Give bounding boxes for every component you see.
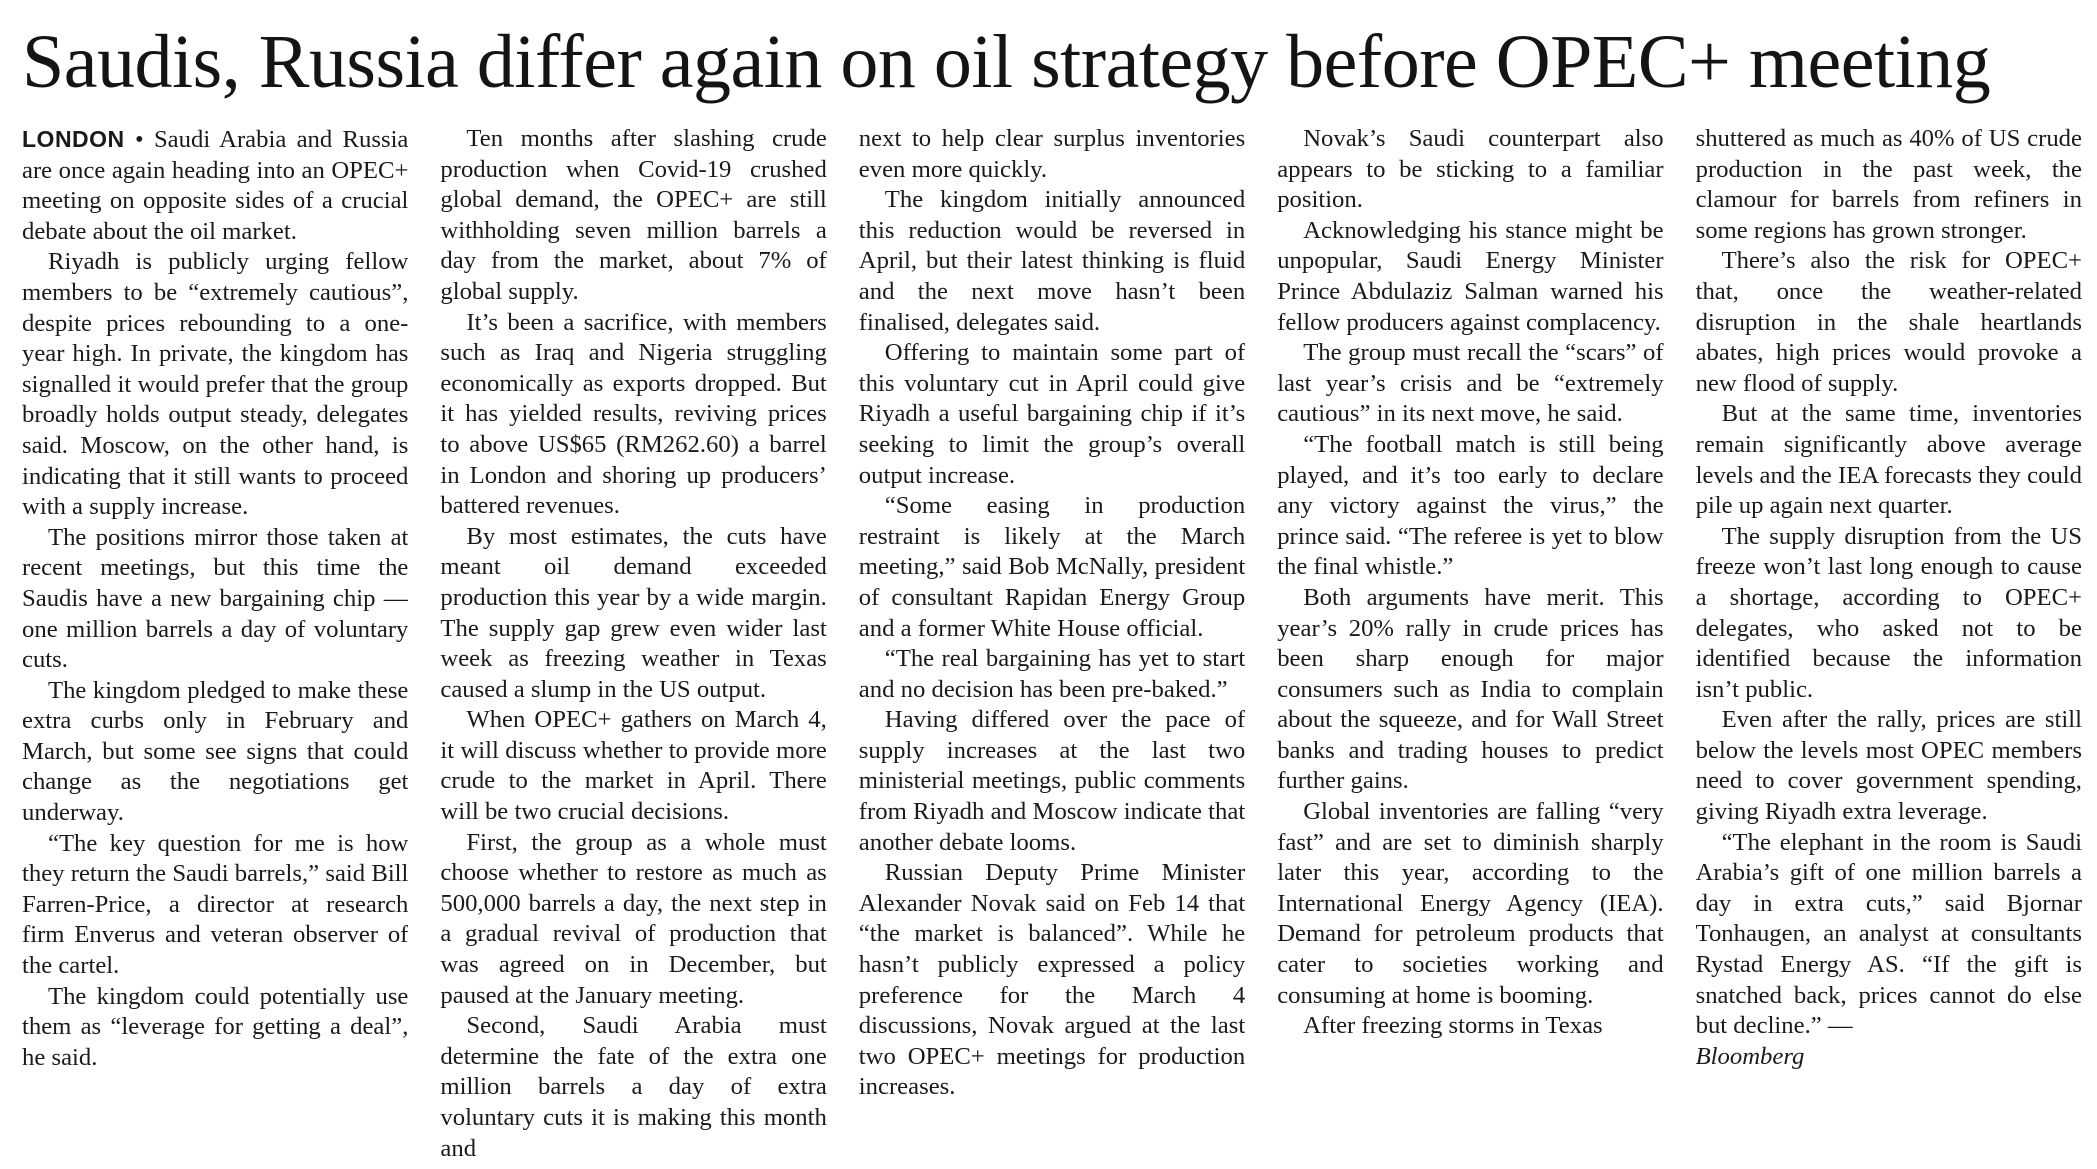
paragraph-continued: next to help clear surplus inventories even more quickly. bbox=[858, 125, 1246, 183]
paragraph: Russian Deputy Prime Minister Alexander Novak said on Feb 14 that “the market is balanced”. While he hasn’t publicly expressed a policy preference for the March 4 discussions, Novak argued at the last two OPEC+ meetings for production increases. bbox=[858, 859, 1246, 1101]
paragraph: The positions mirror those taken at recent meetings, but this time the Saudis have a new bargaining chip — one million barrels a day of voluntary cuts. bbox=[22, 523, 409, 674]
paragraph: Even after the rally, prices are still below the levels most OPEC members need to cover government spending, giving Riyadh extra leverage. bbox=[1695, 706, 2082, 826]
paragraph: The kingdom initially announced this reduction would be reversed in April, but their latest thinking is fluid and the next move hasn’t been finalised, delegates said. bbox=[858, 186, 1246, 336]
column-3 bbox=[859, 124, 1245, 1164]
paragraph-text: Saudi Arabia and Russia are once again heading into an OPEC+ meeting on opposite sides of a crucial debate about the oil market. bbox=[22, 126, 409, 245]
column-1 bbox=[22, 124, 408, 1164]
paragraph: The kingdom pledged to make these extra curbs only in February and March, but some see signs that could change as the negotiations get underway. bbox=[22, 676, 409, 827]
paragraph: Offering to maintain some part of this voluntary cut in April could give Riyadh a useful bargaining chip if it’s seeking to limit the group’s overall output increase. bbox=[858, 339, 1246, 489]
paragraph: “Some easing in production restraint is likely at the March meeting,” said Bob McNally, president of consultant Rapidan Energy Group and a former White House official. bbox=[858, 492, 1246, 642]
paragraph-continued: shuttered as much as 40% of US crude production in the past week, the clamour for barrels from refiners in some regions has grown stronger. bbox=[1695, 125, 2082, 244]
paragraph: The supply disruption from the US freeze won’t last long enough to cause a shortage, according to OPEC+ delegates, who asked not to be identified because the information isn’t public. bbox=[1695, 522, 2082, 703]
paragraph: Acknowledging his stance might be unpopular, Saudi Energy Minister Prince Abdulaziz Salman warned his fellow producers against complacency. bbox=[1277, 216, 1664, 336]
dateline-separator: • bbox=[124, 126, 154, 153]
paragraph: The kingdom could potentially use them as “leverage for getting a deal”, he said. bbox=[22, 982, 409, 1071]
paragraph: “The football match is still being played, and it’s too early to declare any victory against the virus,” the prince said. “The referee is yet to blow the final whistle.” bbox=[1277, 430, 1664, 581]
paragraph: Novak’s Saudi counterpart also appears to be sticking to a familiar position. bbox=[1277, 125, 1664, 214]
byline-credit: Bloomberg bbox=[1695, 1042, 1805, 1070]
paragraph: By most estimates, the cuts have meant oil demand exceeded production this year by a wide margin. The supply gap grew even wider last week as freezing weather in Texas caused a slump in the US output. bbox=[440, 522, 827, 703]
paragraph: After freezing storms in Texas bbox=[1303, 1012, 1603, 1040]
headline: Saudis, Russia differ again on oil strategy before OPEC+ meeting bbox=[22, 20, 1991, 104]
paragraph: When OPEC+ gathers on March 4, it will discuss whether to provide more crude to the market in April. There will be two crucial decisions. bbox=[440, 706, 827, 826]
dateline: LONDON bbox=[22, 126, 125, 152]
column-5 bbox=[1696, 124, 2082, 1164]
paragraph: “The key question for me is how they return the Saudi barrels,” said Bill Farren-Price, a director at research firm Enverus and veteran observer of the cartel. bbox=[22, 829, 409, 980]
column-2 bbox=[440, 124, 826, 1164]
paragraph: It’s been a sacrifice, with members such as Iraq and Nigeria struggling economically as exports dropped. But it has yielded results, reviving prices to above US$65 (RM262.60) a barrel in London and shoring up producers’ battered revenues. bbox=[440, 308, 827, 520]
paragraph: “The real bargaining has yet to start and no decision has been pre-baked.” bbox=[858, 645, 1246, 703]
paragraph: The group must recall the “scars” of last year’s crisis and be “extremely cautious” in its next move, he said. bbox=[1277, 339, 1664, 428]
paragraph: But at the same time, inventories remain significantly above average levels and the IEA forecasts they could pile up again next quarter. bbox=[1695, 400, 2082, 520]
paragraph: First, the group as a whole must choose whether to restore as much as 500,000 barrels a day, the next step in a gradual revival of production that was agreed on in December, but paused at the January meeting. bbox=[440, 828, 827, 1009]
paragraph: Second, Saudi Arabia must determine the fate of the extra one million barrels a day of extra voluntary cuts it is making this month and bbox=[440, 1012, 827, 1162]
paragraph: Ten months after slashing crude production when Covid-19 crushed global demand, the OPEC+ are still withholding seven million barrels a day from the market, about 7% of global supply. bbox=[440, 125, 827, 305]
lead-paragraph bbox=[22, 124, 408, 247]
article-body bbox=[22, 124, 2082, 1164]
column-4 bbox=[1277, 124, 1663, 1164]
paragraph: “The elephant in the room is Saudi Arabia’s gift of one million barrels a day in extra cuts,” said Bjornar Tonhaugen, an analyst at consultants Rystad Energy AS. “If the gift is snatched back, prices cannot do else but decline.” — bbox=[1695, 828, 2082, 1040]
paragraph: Having differed over the pace of supply increases at the last two ministerial meetings, public comments from Riyadh and Moscow indicate that another debate looms. bbox=[858, 706, 1246, 856]
paragraph: Global inventories are falling “very fast” and are set to diminish sharply later this year, according to the International Energy Agency (IEA). Demand for petroleum products that cater to societies working and consuming at home is booming. bbox=[1277, 798, 1664, 1009]
paragraph: Riyadh is publicly urging fellow members to be “extremely cautious”, despite prices rebounding to a one-year high. In private, the kingdom has signalled it would prefer that the group broadly holds output steady, delegates said. Moscow, on the other hand, is indicating that it still wants to proceed with a supply increase. bbox=[22, 248, 409, 521]
paragraph: There’s also the risk for OPEC+ that, once the weather-related disruption in the shale heartlands abates, high prices would provoke a new flood of supply. bbox=[1695, 247, 2082, 397]
paragraph: Both arguments have merit. This year’s 20% rally in crude prices has been sharp enough for major consumers such as India to complain about the squeeze, and for Wall Street banks and trading houses to predict further gains. bbox=[1277, 583, 1664, 795]
